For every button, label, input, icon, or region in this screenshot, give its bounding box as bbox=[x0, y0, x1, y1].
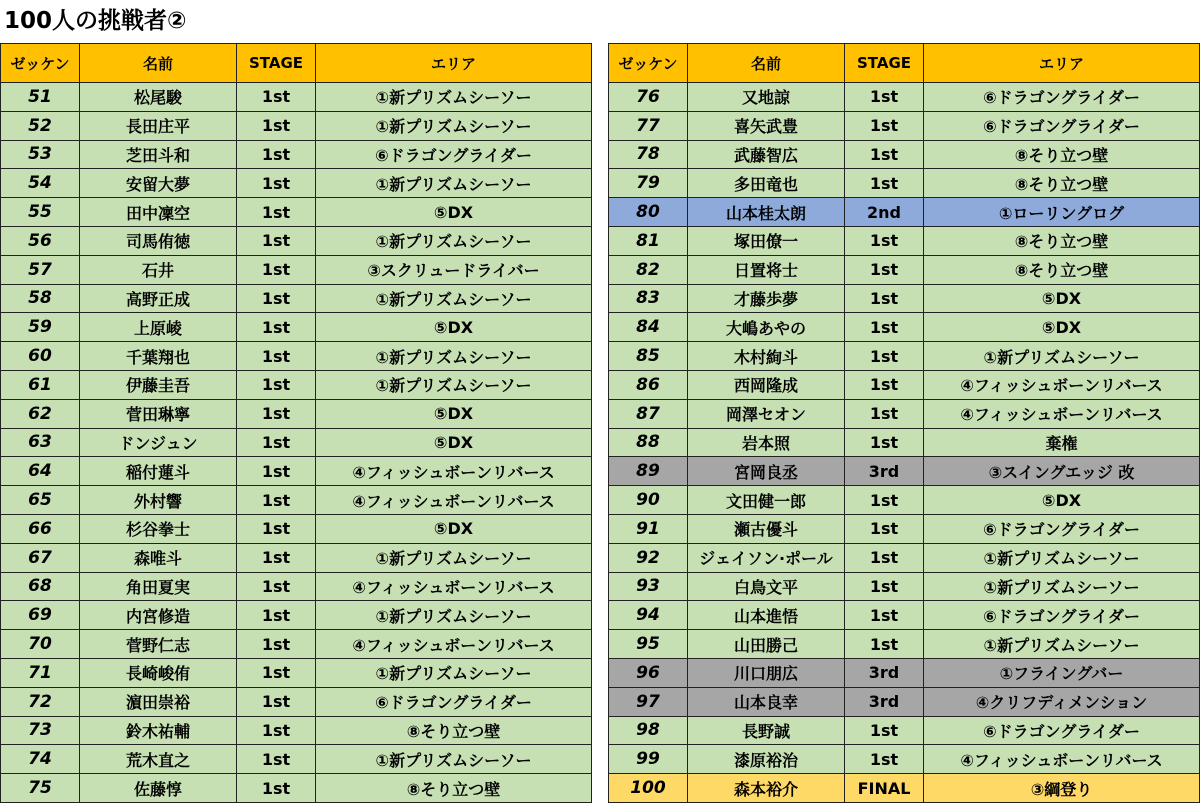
bib-cell: 73 bbox=[1, 716, 80, 745]
bib-cell: 75 bbox=[1, 774, 80, 803]
name-cell: 文田健一郎 bbox=[688, 486, 845, 515]
stage-cell: 3rd bbox=[845, 457, 924, 486]
name-cell: 長野誠 bbox=[688, 716, 845, 745]
stage-cell: 1st bbox=[237, 169, 316, 198]
table-row bbox=[609, 486, 1200, 515]
bib-cell: 64 bbox=[1, 457, 80, 486]
stage-cell: 1st bbox=[845, 630, 924, 659]
stage-cell: 1st bbox=[237, 687, 316, 716]
stage-cell: 1st bbox=[237, 226, 316, 255]
table-row bbox=[1, 370, 592, 399]
table-row bbox=[609, 543, 1200, 572]
name-cell: 川口朋広 bbox=[688, 658, 845, 687]
table-header-row bbox=[1, 44, 592, 83]
roster-body-right bbox=[609, 83, 1200, 803]
column-header-bib: ゼッケン bbox=[609, 44, 688, 83]
area-cell: ⑤DX bbox=[316, 313, 592, 342]
area-cell: ④クリフディメンション bbox=[924, 687, 1200, 716]
table-row bbox=[1, 169, 592, 198]
stage-cell: 1st bbox=[237, 255, 316, 284]
bib-cell: 82 bbox=[609, 255, 688, 284]
table-row bbox=[1, 226, 592, 255]
name-cell: 高野正成 bbox=[80, 284, 237, 313]
bib-cell: 93 bbox=[609, 572, 688, 601]
table-row bbox=[609, 630, 1200, 659]
bib-cell: 55 bbox=[1, 198, 80, 227]
area-cell: ①新プリズムシーソー bbox=[316, 601, 592, 630]
column-header-bib: ゼッケン bbox=[1, 44, 80, 83]
bib-cell: 72 bbox=[1, 687, 80, 716]
table-row bbox=[609, 284, 1200, 313]
stage-cell: 1st bbox=[237, 658, 316, 687]
name-cell: 伊藤圭吾 bbox=[80, 370, 237, 399]
bib-cell: 65 bbox=[1, 486, 80, 515]
area-cell: ①新プリズムシーソー bbox=[316, 284, 592, 313]
name-cell: 武藤智広 bbox=[688, 140, 845, 169]
table-row bbox=[609, 687, 1200, 716]
area-cell: ①新プリズムシーソー bbox=[316, 226, 592, 255]
table-row bbox=[1, 572, 592, 601]
area-cell: ①新プリズムシーソー bbox=[316, 342, 592, 371]
table-row bbox=[1, 486, 592, 515]
bib-cell: 85 bbox=[609, 342, 688, 371]
name-cell: 松尾駿 bbox=[80, 83, 237, 112]
bib-cell: 62 bbox=[1, 399, 80, 428]
stage-cell: FINAL bbox=[845, 774, 924, 803]
stage-cell: 1st bbox=[845, 399, 924, 428]
stage-cell: 1st bbox=[845, 255, 924, 284]
bib-cell: 86 bbox=[609, 370, 688, 399]
column-header-name: 名前 bbox=[688, 44, 845, 83]
bib-cell: 78 bbox=[609, 140, 688, 169]
name-cell: 白鳥文平 bbox=[688, 572, 845, 601]
area-cell: ④フィッシュボーンリバース bbox=[316, 630, 592, 659]
name-cell: ジェイソン·ポール bbox=[688, 543, 845, 572]
name-cell: 杉谷拳士 bbox=[80, 514, 237, 543]
table-row bbox=[609, 774, 1200, 803]
area-cell: ①新プリズムシーソー bbox=[316, 169, 592, 198]
table-row bbox=[609, 83, 1200, 112]
table-row bbox=[1, 83, 592, 112]
stage-cell: 1st bbox=[845, 716, 924, 745]
stage-cell: 1st bbox=[237, 399, 316, 428]
name-cell: 芝田斗和 bbox=[80, 140, 237, 169]
stage-cell: 1st bbox=[845, 543, 924, 572]
name-cell: 千葉翔也 bbox=[80, 342, 237, 371]
table-row bbox=[609, 111, 1200, 140]
name-cell: 大嶋あやの bbox=[688, 313, 845, 342]
name-cell: 司馬侑徳 bbox=[80, 226, 237, 255]
bib-cell: 99 bbox=[609, 745, 688, 774]
area-cell: ⑧そり立つ壁 bbox=[316, 716, 592, 745]
stage-cell: 1st bbox=[845, 601, 924, 630]
bib-cell: 58 bbox=[1, 284, 80, 313]
area-cell: ④フィッシュボーンリバース bbox=[924, 370, 1200, 399]
bib-cell: 81 bbox=[609, 226, 688, 255]
bib-cell: 84 bbox=[609, 313, 688, 342]
bib-cell: 88 bbox=[609, 428, 688, 457]
bib-cell: 54 bbox=[1, 169, 80, 198]
bib-cell: 91 bbox=[609, 514, 688, 543]
name-cell: 菅田琳寧 bbox=[80, 399, 237, 428]
table-row bbox=[1, 140, 592, 169]
table-row bbox=[1, 198, 592, 227]
table-row bbox=[1, 716, 592, 745]
area-cell: 棄権 bbox=[924, 428, 1200, 457]
bib-cell: 61 bbox=[1, 370, 80, 399]
name-cell: 才藤歩夢 bbox=[688, 284, 845, 313]
area-cell: ①新プリズムシーソー bbox=[316, 745, 592, 774]
name-cell: 長田庄平 bbox=[80, 111, 237, 140]
stage-cell: 1st bbox=[237, 572, 316, 601]
area-cell: ①新プリズムシーソー bbox=[924, 572, 1200, 601]
table-row bbox=[609, 601, 1200, 630]
table-row bbox=[1, 601, 592, 630]
bib-cell: 74 bbox=[1, 745, 80, 774]
bib-cell: 57 bbox=[1, 255, 80, 284]
bib-cell: 70 bbox=[1, 630, 80, 659]
stage-cell: 1st bbox=[237, 83, 316, 112]
stage-cell: 1st bbox=[845, 370, 924, 399]
bib-cell: 60 bbox=[1, 342, 80, 371]
table-row bbox=[609, 198, 1200, 227]
table-row bbox=[609, 572, 1200, 601]
bib-cell: 94 bbox=[609, 601, 688, 630]
area-cell: ⑥ドラゴングライダー bbox=[316, 140, 592, 169]
stage-cell: 1st bbox=[845, 169, 924, 198]
name-cell: 森唯斗 bbox=[80, 543, 237, 572]
bib-cell: 95 bbox=[609, 630, 688, 659]
roster-table-right bbox=[608, 43, 1200, 803]
stage-cell: 1st bbox=[237, 543, 316, 572]
bib-cell: 69 bbox=[1, 601, 80, 630]
name-cell: 内宮修造 bbox=[80, 601, 237, 630]
bib-cell: 89 bbox=[609, 457, 688, 486]
area-cell: ⑤DX bbox=[924, 284, 1200, 313]
name-cell: 山本進悟 bbox=[688, 601, 845, 630]
bib-cell: 98 bbox=[609, 716, 688, 745]
name-cell: 外村響 bbox=[80, 486, 237, 515]
table-row bbox=[1, 399, 592, 428]
area-cell: ⑧そり立つ壁 bbox=[924, 169, 1200, 198]
bib-cell: 77 bbox=[609, 111, 688, 140]
table-row bbox=[609, 514, 1200, 543]
stage-cell: 3rd bbox=[845, 658, 924, 687]
table-row bbox=[1, 457, 592, 486]
stage-cell: 1st bbox=[237, 284, 316, 313]
bib-cell: 100 bbox=[609, 774, 688, 803]
table-row bbox=[609, 140, 1200, 169]
area-cell: ③綱登り bbox=[924, 774, 1200, 803]
bib-cell: 76 bbox=[609, 83, 688, 112]
stage-cell: 1st bbox=[237, 774, 316, 803]
name-cell: 荒木直之 bbox=[80, 745, 237, 774]
table-row bbox=[1, 543, 592, 572]
name-cell: 西岡隆成 bbox=[688, 370, 845, 399]
area-cell: ⑤DX bbox=[924, 486, 1200, 515]
area-cell: ⑤DX bbox=[316, 198, 592, 227]
stage-cell: 1st bbox=[845, 514, 924, 543]
name-cell: 上原崚 bbox=[80, 313, 237, 342]
stage-cell: 1st bbox=[237, 745, 316, 774]
column-header-name: 名前 bbox=[80, 44, 237, 83]
stage-cell: 1st bbox=[237, 140, 316, 169]
table-row bbox=[609, 313, 1200, 342]
stage-cell: 1st bbox=[845, 226, 924, 255]
stage-cell: 1st bbox=[237, 716, 316, 745]
area-cell: ⑥ドラゴングライダー bbox=[924, 111, 1200, 140]
name-cell: 塚田僚一 bbox=[688, 226, 845, 255]
area-cell: ①新プリズムシーソー bbox=[316, 111, 592, 140]
stage-cell: 1st bbox=[845, 428, 924, 457]
stage-cell: 1st bbox=[237, 514, 316, 543]
stage-cell: 1st bbox=[237, 457, 316, 486]
bib-cell: 83 bbox=[609, 284, 688, 313]
area-cell: ⑧そり立つ壁 bbox=[924, 226, 1200, 255]
name-cell: 石井 bbox=[80, 255, 237, 284]
bib-cell: 66 bbox=[1, 514, 80, 543]
name-cell: 菅野仁志 bbox=[80, 630, 237, 659]
table-row bbox=[1, 774, 592, 803]
stage-cell: 1st bbox=[845, 745, 924, 774]
stage-cell: 1st bbox=[845, 140, 924, 169]
stage-cell: 1st bbox=[237, 342, 316, 371]
name-cell: 濵田崇裕 bbox=[80, 687, 237, 716]
stage-cell: 1st bbox=[845, 342, 924, 371]
table-row bbox=[609, 226, 1200, 255]
table-row bbox=[1, 514, 592, 543]
page-title: 100人の挑戦者② bbox=[4, 8, 187, 34]
stage-cell: 1st bbox=[237, 313, 316, 342]
area-cell: ⑧そり立つ壁 bbox=[924, 140, 1200, 169]
table-row bbox=[1, 687, 592, 716]
column-header-stage: STAGE bbox=[237, 44, 316, 83]
stage-cell: 3rd bbox=[845, 687, 924, 716]
name-cell: 角田夏実 bbox=[80, 572, 237, 601]
name-cell: 鈴木祐輔 bbox=[80, 716, 237, 745]
bib-cell: 92 bbox=[609, 543, 688, 572]
bib-cell: 68 bbox=[1, 572, 80, 601]
table-row bbox=[609, 428, 1200, 457]
bib-cell: 87 bbox=[609, 399, 688, 428]
bib-cell: 51 bbox=[1, 83, 80, 112]
area-cell: ①フライングバー bbox=[924, 658, 1200, 687]
name-cell: 森本裕介 bbox=[688, 774, 845, 803]
bib-cell: 80 bbox=[609, 198, 688, 227]
name-cell: ドンジュン bbox=[80, 428, 237, 457]
name-cell: 漆原裕治 bbox=[688, 745, 845, 774]
name-cell: 山本良幸 bbox=[688, 687, 845, 716]
stage-cell: 1st bbox=[845, 111, 924, 140]
name-cell: 長崎峻侑 bbox=[80, 658, 237, 687]
stage-cell: 1st bbox=[845, 486, 924, 515]
area-cell: ⑤DX bbox=[316, 514, 592, 543]
bib-cell: 97 bbox=[609, 687, 688, 716]
bib-cell: 96 bbox=[609, 658, 688, 687]
name-cell: 山田勝己 bbox=[688, 630, 845, 659]
stage-cell: 1st bbox=[237, 630, 316, 659]
bib-cell: 67 bbox=[1, 543, 80, 572]
bib-cell: 59 bbox=[1, 313, 80, 342]
area-cell: ①新プリズムシーソー bbox=[316, 543, 592, 572]
stage-cell: 1st bbox=[237, 111, 316, 140]
stage-cell: 1st bbox=[845, 83, 924, 112]
area-cell: ①新プリズムシーソー bbox=[316, 370, 592, 399]
stage-cell: 1st bbox=[845, 572, 924, 601]
table-row bbox=[609, 399, 1200, 428]
stage-cell: 1st bbox=[237, 370, 316, 399]
area-cell: ⑤DX bbox=[924, 313, 1200, 342]
area-cell: ⑥ドラゴングライダー bbox=[924, 716, 1200, 745]
bib-cell: 56 bbox=[1, 226, 80, 255]
table-row bbox=[1, 745, 592, 774]
area-cell: ①新プリズムシーソー bbox=[924, 543, 1200, 572]
table-row bbox=[609, 457, 1200, 486]
name-cell: 岩本照 bbox=[688, 428, 845, 457]
stage-cell: 1st bbox=[237, 428, 316, 457]
bib-cell: 90 bbox=[609, 486, 688, 515]
area-cell: ④フィッシュボーンリバース bbox=[924, 399, 1200, 428]
bib-cell: 79 bbox=[609, 169, 688, 198]
name-cell: 宮岡良丞 bbox=[688, 457, 845, 486]
stage-cell: 1st bbox=[237, 486, 316, 515]
bib-cell: 63 bbox=[1, 428, 80, 457]
area-cell: ①ローリングログ bbox=[924, 198, 1200, 227]
area-cell: ④フィッシュボーンリバース bbox=[924, 745, 1200, 774]
stage-cell: 1st bbox=[237, 198, 316, 227]
table-header-row bbox=[609, 44, 1200, 83]
table-row bbox=[1, 111, 592, 140]
name-cell: 田中凜空 bbox=[80, 198, 237, 227]
area-cell: ⑤DX bbox=[316, 428, 592, 457]
area-cell: ④フィッシュボーンリバース bbox=[316, 486, 592, 515]
area-cell: ⑥ドラゴングライダー bbox=[924, 601, 1200, 630]
area-cell: ①新プリズムシーソー bbox=[924, 342, 1200, 371]
column-header-stage: STAGE bbox=[845, 44, 924, 83]
table-row bbox=[1, 284, 592, 313]
area-cell: ④フィッシュボーンリバース bbox=[316, 457, 592, 486]
table-row bbox=[609, 370, 1200, 399]
area-cell: ⑥ドラゴングライダー bbox=[924, 83, 1200, 112]
area-cell: ③スクリュードライバー bbox=[316, 255, 592, 284]
area-cell: ③スイングエッジ 改 bbox=[924, 457, 1200, 486]
name-cell: 又地諒 bbox=[688, 83, 845, 112]
table-row bbox=[609, 255, 1200, 284]
name-cell: 安留大夢 bbox=[80, 169, 237, 198]
area-cell: ⑧そり立つ壁 bbox=[924, 255, 1200, 284]
name-cell: 日置将士 bbox=[688, 255, 845, 284]
table-row bbox=[609, 169, 1200, 198]
table-row bbox=[1, 630, 592, 659]
area-cell: ⑧そり立つ壁 bbox=[316, 774, 592, 803]
table-row bbox=[1, 342, 592, 371]
area-cell: ①新プリズムシーソー bbox=[316, 83, 592, 112]
bib-cell: 53 bbox=[1, 140, 80, 169]
name-cell: 稲付蓮斗 bbox=[80, 457, 237, 486]
area-cell: ⑥ドラゴングライダー bbox=[316, 687, 592, 716]
bib-cell: 52 bbox=[1, 111, 80, 140]
table-row bbox=[609, 716, 1200, 745]
table-row bbox=[609, 658, 1200, 687]
bib-cell: 71 bbox=[1, 658, 80, 687]
stage-cell: 2nd bbox=[845, 198, 924, 227]
roster-body-left bbox=[1, 83, 592, 803]
stage-cell: 1st bbox=[845, 313, 924, 342]
area-cell: ⑥ドラゴングライダー bbox=[924, 514, 1200, 543]
column-header-area: エリア bbox=[924, 44, 1200, 83]
area-cell: ①新プリズムシーソー bbox=[924, 630, 1200, 659]
area-cell: ④フィッシュボーンリバース bbox=[316, 572, 592, 601]
name-cell: 多田竜也 bbox=[688, 169, 845, 198]
table-row bbox=[1, 255, 592, 284]
name-cell: 瀬古優斗 bbox=[688, 514, 845, 543]
name-cell: 喜矢武豊 bbox=[688, 111, 845, 140]
name-cell: 木村絢斗 bbox=[688, 342, 845, 371]
stage-cell: 1st bbox=[845, 284, 924, 313]
name-cell: 佐藤惇 bbox=[80, 774, 237, 803]
area-cell: ①新プリズムシーソー bbox=[316, 658, 592, 687]
table-row bbox=[1, 658, 592, 687]
table-row bbox=[1, 428, 592, 457]
column-header-area: エリア bbox=[316, 44, 592, 83]
name-cell: 山本桂太朗 bbox=[688, 198, 845, 227]
table-row bbox=[609, 342, 1200, 371]
roster-table-left bbox=[0, 43, 592, 803]
stage-cell: 1st bbox=[237, 601, 316, 630]
table-row bbox=[609, 745, 1200, 774]
table-row bbox=[1, 313, 592, 342]
area-cell: ⑤DX bbox=[316, 399, 592, 428]
name-cell: 岡澤セオン bbox=[688, 399, 845, 428]
